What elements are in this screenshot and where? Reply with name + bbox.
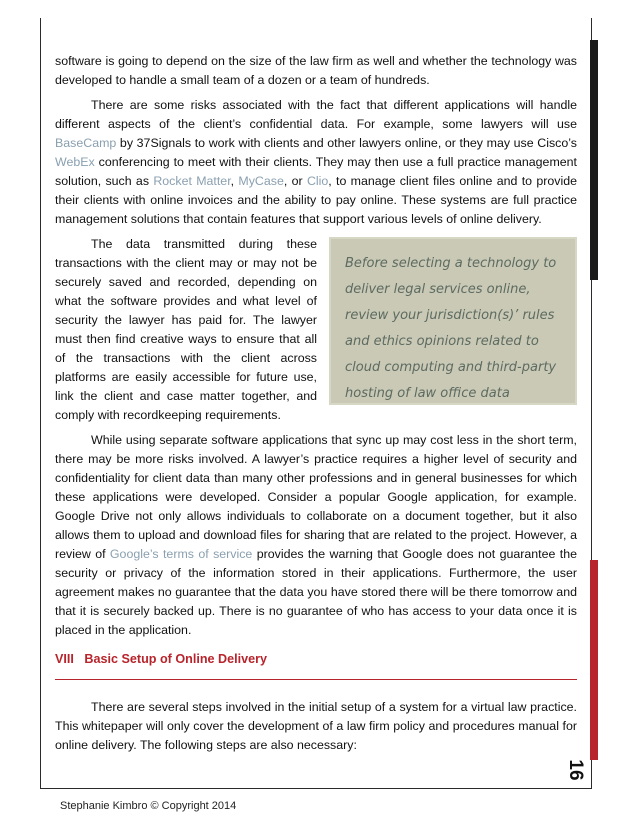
section-divider <box>55 679 577 680</box>
paragraph-text: There are some risks associated with the fact that different applications will handle different aspects of the client’s confidential data. For example, some lawyers will use <box>55 98 577 131</box>
paragraph-text: , to manage client files online and to provide their clients with online invoices and the ability to pay online. These systems are full practice management solutions that contain features that support various levels of online delivery. <box>55 174 577 226</box>
section-heading: VIII Basic Setup of Online Delivery <box>55 652 268 666</box>
paragraph-text: While using separate software applications that sync up may cost less in the short term, there may be more risks involved. A lawyer’s practice requires a higher level of security and confidentiality for client data than many other professions and in general businesses for which these applications were developed. Consider a popular Google application, for example. Google Drive not only allows individuals to collaborate on a document together, but it also allows them to upload and download files for sharing that are related to the project. However, a review of <box>55 433 577 561</box>
edge-tab-black <box>590 40 598 280</box>
rocket-matter-link[interactable]: Rocket Matter <box>153 174 231 188</box>
paragraph-text: by 37Signals to work with clients and other lawyers online, or they may use Cisco’s <box>116 136 577 150</box>
paragraph-3: The data transmitted during these transactions with the client may or may not be securely saved and recorded, depending on what the software provides and what level of security the lawyer has paid for. The lawyer must then find creative ways to ensure that all of the transactions with the client across platforms are easily accessible for future use, link the client and case matter together, and comply with recordkeeping requirements. <box>55 237 317 422</box>
paragraph-1: software is going to depend on the size of the law firm as well and whether the technology was developed to handle a small team of a dozen or a team of hundreds. <box>55 54 577 87</box>
footer-copyright: Stephanie Kimbro © Copyright 2014 <box>60 800 237 812</box>
callout-section <box>55 235 577 640</box>
paragraph-text: , or <box>283 174 307 188</box>
mycase-link[interactable]: MyCase <box>238 174 284 188</box>
edge-tab-red <box>590 560 598 760</box>
paragraph-text: conferencing to meet with their clients. They may then use a full practice management solution, such as <box>55 155 577 188</box>
webex-link[interactable]: WebEx <box>55 155 95 169</box>
paragraph-5: There are several steps involved in the initial setup of a system for a virtual law practice. This whitepaper will only cover the development of a law firm policy and procedures manual for online delivery. The following steps are also necessary: <box>55 700 577 752</box>
paragraph-text: , <box>230 174 239 188</box>
google-terms-link[interactable]: Google’s terms of service <box>109 547 253 561</box>
paragraph-4 <box>55 431 577 640</box>
paragraph-2 <box>55 96 577 229</box>
pull-quote-callout: Before selecting a technology to deliver legal services online, review your jurisdiction(s)’ rules and ethics opinions related to cloud computing and third-party hosting of law office data <box>329 237 577 405</box>
document-body <box>55 52 577 761</box>
page-number: 16 <box>565 759 586 781</box>
basecamp-link[interactable]: BaseCamp <box>55 136 117 150</box>
clio-link[interactable]: Clio <box>306 174 329 188</box>
paragraph-text: provides the warning that Google does not guarantee the security or privacy of the information stored in their applications. Furthermore, the user agreement makes no guarantee that the data you have stored there will be there tomorrow and that it is securely backed up. There is no guarantee of who has access to your data once it is placed in the application. <box>55 547 577 637</box>
